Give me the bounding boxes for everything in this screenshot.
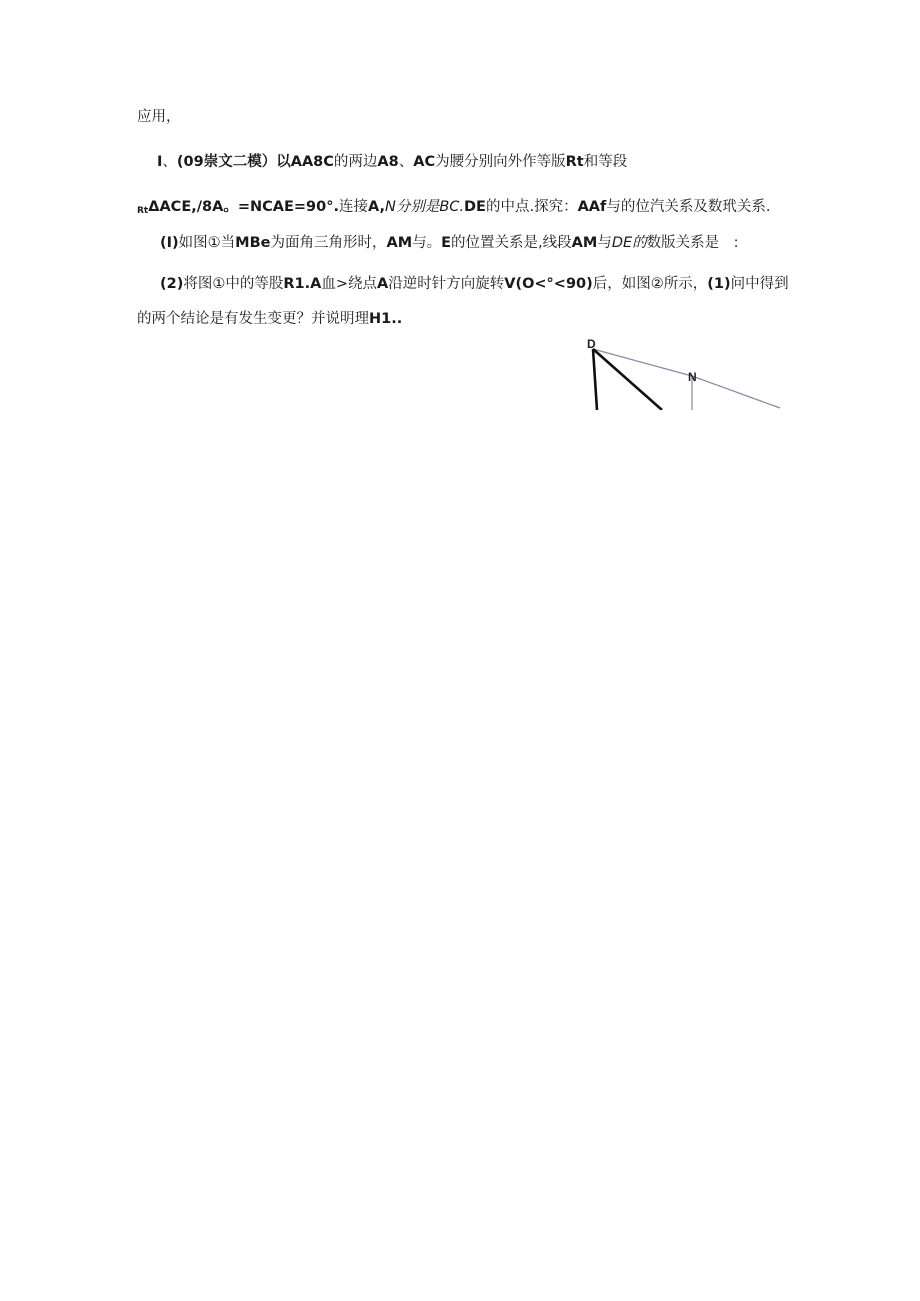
line2-segment-a: ΔACE,/8A。=NCAE=90°.	[148, 199, 339, 215]
part1-segment-c: MBe	[235, 235, 271, 251]
part1-segment-b: 如图①当	[178, 235, 236, 251]
part2-segment-c: R1.A	[283, 276, 322, 292]
line2-segment-c: A,	[367, 199, 385, 215]
point-n-label: N	[688, 370, 697, 384]
part1-segment-h: 的位置关系是,线段	[451, 235, 572, 251]
segment-n-right	[692, 376, 780, 408]
part-2-continuation	[137, 309, 402, 329]
q1-segment-g: 为腰分别向外作等版	[435, 154, 566, 170]
q1-segment-h: Rt	[565, 154, 584, 170]
segment-d-down	[593, 349, 597, 410]
line2-segment-f: 的中点.探究：	[485, 199, 578, 215]
line2-segment-h: 与的位汽关系及数玳关系.	[606, 199, 771, 215]
q1-segment-a: (09崇文二模）以	[176, 154, 291, 170]
intro-label: 应用，	[137, 109, 181, 125]
geometry-figure-svg	[580, 335, 790, 410]
part-1-line	[160, 233, 739, 253]
part1-segment-e: AM	[386, 235, 413, 251]
part1-segment-k: DE的	[611, 235, 647, 251]
question-separator: 、	[162, 154, 177, 170]
part1-segment-d: 为面角三角形时，	[270, 235, 387, 251]
part2-segment-h: 后，如图②所示，	[592, 276, 708, 292]
part1-segment-f: 与。	[412, 235, 442, 251]
part-2-line	[160, 274, 789, 294]
part2-segment-g: V(O<°<90)	[504, 276, 593, 292]
point-d-label: D	[587, 337, 596, 351]
q1-segment-i: 和等段	[583, 154, 628, 170]
q1-segment-c: 的两边	[333, 154, 378, 170]
q1-segment-b: AA8C	[290, 154, 334, 170]
part2-segment-e: A	[377, 276, 389, 292]
geometry-figure	[580, 335, 790, 410]
part2-segment-f: 沿逆时针方向旋转	[388, 276, 505, 292]
part1-segment-i: AM	[571, 235, 598, 251]
part1-segment-j: 与	[597, 235, 612, 251]
question-1-line-2	[137, 197, 770, 221]
part2-segment-b: 将图①中的等股	[183, 276, 284, 292]
q1-segment-e: 、	[398, 154, 414, 170]
line2-segment-g: AAf	[577, 199, 607, 215]
q1-segment-f: AC	[413, 154, 436, 170]
part1-segment-g: E	[441, 235, 452, 251]
line2-segment-e: DE	[464, 199, 486, 215]
part2-segment-j: 问中得到	[730, 276, 789, 292]
part1-number: (I)	[160, 235, 179, 251]
q1-segment-d: A8	[377, 154, 399, 170]
line2-segment-b: 连接	[338, 199, 368, 215]
part1-segment-l: 数版关系是 :	[646, 235, 739, 251]
part2-number: (2)	[160, 276, 184, 292]
part2-cont-segment-a: 的两个结论是有发生变更？并说明理	[137, 311, 369, 327]
question-number: I	[157, 154, 163, 170]
part2-segment-d: 血>绕点	[321, 276, 377, 292]
rt-subscript: Rt	[137, 206, 149, 216]
part2-segment-i: (1)	[707, 276, 731, 292]
intro-text	[137, 107, 181, 127]
question-1-line	[157, 152, 627, 172]
line2-segment-d: N分别是BC.	[384, 199, 465, 215]
part2-cont-segment-b: H1..	[369, 311, 403, 327]
